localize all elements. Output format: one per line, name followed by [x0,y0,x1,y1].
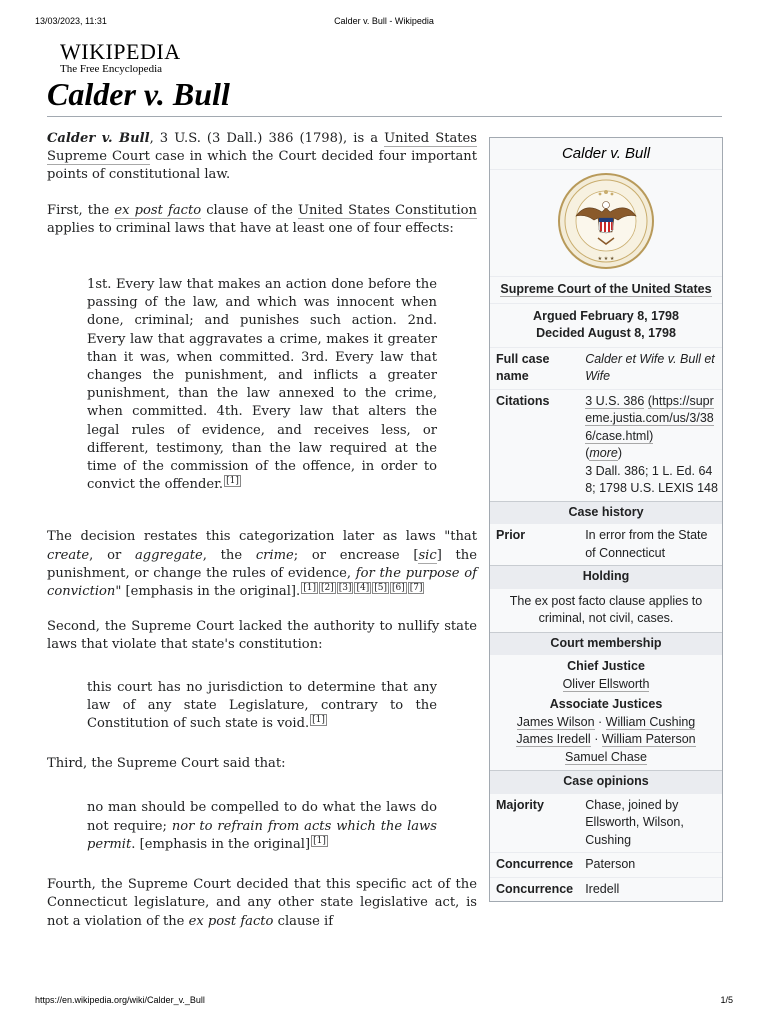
link-ex-post-facto[interactable]: ex post facto [114,202,202,218]
justice-link[interactable]: William Paterson [601,732,696,746]
citations-value [585,393,722,498]
ref-link[interactable]: [1] [313,835,326,846]
restate-text: , the [202,547,256,563]
ref-link[interactable]: [1] [226,475,239,486]
infobox [489,137,723,902]
infobox-court [490,276,722,303]
wikipedia-logo[interactable] [60,40,181,75]
seal-graphic [554,172,658,270]
holding-text: The ex post facto clause applies to criminal, not civil, cases. [490,588,722,632]
restate-italic: create [47,547,90,563]
supreme-court-seal-icon[interactable] [490,169,722,276]
court-membership [490,654,722,770]
restate-text: ; or encrease [ [293,547,419,563]
concurrence-label: Concurrence [496,857,574,871]
fourth-text-end: clause if [273,913,334,929]
row-concurrence-2 [490,877,722,902]
citations-paren: ( [585,446,590,460]
section-case-opinions: Case opinions [490,770,722,793]
restate-italic: aggregate [134,547,203,563]
row-prior [490,523,722,565]
intro-text: , 3 U.S. (3 Dall.) 386 (1798), is a [149,131,385,146]
ref-link[interactable]: [5] [374,582,387,593]
quote-jurisdiction-text: this court has no jurisdiction to determine that any law of any state Legislature, contrary to the Constitution of such state is void. [87,679,437,732]
infobox-dates [490,303,722,347]
justice-link[interactable]: James Wilson [516,714,595,729]
section-court-membership: Court membership [490,632,722,655]
restate-paragraph [47,528,477,601]
third-paragraph: Third, the Supreme Court said that: [47,756,286,772]
restate-italic: for the purpose of conviction [47,565,477,600]
quote-compelled-text-end: . [emphasis in the original] [131,836,311,852]
citations-more-link[interactable]: more [589,446,618,460]
print-url: https://en.wikipedia.org/wiki/Calder_v._Bull [35,995,205,1005]
second-paragraph: Second, the Supreme Court lacked the authority to nullify state laws that violate that state's constitution: [47,619,477,653]
first-text: First, the [47,202,115,218]
citations-label: Citations [496,393,550,408]
full-case-name-label: Full case name [496,351,550,383]
restate-text: " [emphasis in the original]. [115,584,301,600]
article-body [47,130,477,948]
link-supreme-court[interactable]: United States Supreme Court [47,131,477,165]
link-us-constitution[interactable]: United States Constitution [297,202,477,218]
majority-label: Majority [496,797,544,812]
sic-link[interactable]: sic [418,547,437,563]
intro-bold-title: Calder v. Bull [47,131,150,146]
row-full-case-name [490,347,722,389]
quote-four-effects-text: 1st. Every law that makes an action done before the passing of the law, and which was innocent when done, criminal; and punishes such action. 2nd. Every law that aggravates a crime, makes it greater than it was, when committed. 3rd. Every law that changes the punishment, and inflicts a greater punishment, than the law annexed to the crime, when committed. 4th. Every law that alters the legal rules of evidence, and receives less, or different, testimony, than the law required at the time of the commission of the offence, in order to convict the offender. [87,277,437,493]
justice-link[interactable]: William Cushing [605,714,696,729]
first-paragraph [47,202,477,238]
citation-us-link[interactable]: 3 U.S. 386 [585,393,645,408]
svg-text:★ ★ ★: ★ ★ ★ [597,256,615,262]
restate-text: The decision restates this categorization later as laws "that [47,529,477,545]
fourth-italic: ex post facto [188,913,274,929]
chief-justice-link[interactable]: Oliver Ellsworth [562,676,650,691]
infobox-title: Calder v. Bull [561,145,651,162]
justice-link[interactable]: James Iredell [516,732,591,746]
ref-link[interactable]: [1] [303,582,316,593]
row-citations [490,389,722,501]
restate-text: ] the punishment, or change the rules of evidence, [47,547,477,581]
print-datetime: 13/03/2023, 11:31 [35,16,107,26]
intro-text-end: case in which the Court decided four important points of constitutional law. [47,149,477,183]
majority-value: Chase, joined by Ellsworth, Wilson, Cushing [585,797,684,847]
ref-link[interactable]: [6] [391,582,405,593]
quote-compelled [47,799,437,854]
quote-jurisdiction [47,679,437,734]
restate-italic: crime [255,547,294,563]
first-text-mid: clause of the [201,202,298,218]
separator: · [590,732,602,746]
fourth-text: Fourth, the Supreme Court decided that this specific act of the Connecticut legislature, and any other state legislative act, is not a violation of the [47,877,477,929]
restate-text: , or [89,547,135,563]
quote-four-effects [47,276,437,494]
ref-link[interactable]: [4] [356,582,370,593]
full-case-name-value: Calder et Wife v. Bull et Wife [585,351,715,383]
argued-date: Argued February 8, 1798 [533,308,679,323]
ref-link[interactable]: [2] [320,582,334,593]
ref-link[interactable]: [1] [312,714,325,725]
quote-compelled-text: no man should be compelled to do what the laws do not require; [87,800,437,834]
print-page-number: 1/5 [720,995,733,1005]
court-link[interactable]: Supreme Court of the United States [500,282,712,296]
intro-paragraph [47,130,477,185]
citations-rest: 3 Dall. 386; 1 L. Ed. 648; 1798 U.S. LEXIS 148 [585,463,718,495]
logo-tagline: The Free Encyclopedia [60,63,163,75]
section-case-history: Case history [490,501,722,524]
first-text-end: applies to criminal laws that have at least one of four effects: [47,220,454,236]
print-tab-title: Calder v. Bull - Wikipedia [334,16,434,26]
decided-date: Decided August 8, 1798 [536,326,676,340]
ref-link[interactable]: [3] [338,582,352,593]
page-title: Calder v. Bull [47,74,722,117]
separator: · [594,714,606,729]
logo-wordmark: WIKIPEDIA [60,39,181,64]
chief-justice-label: Chief Justice [567,659,645,673]
concurrence-value: Paterson [585,857,636,871]
associate-justices-label: Associate Justices [549,697,663,711]
citations-paren: ) [617,446,623,460]
row-concurrence-1 [490,852,722,877]
quote-compelled-italic: nor to refrain from acts which the laws permit [87,818,437,852]
fourth-paragraph [47,876,477,931]
row-majority [490,793,722,853]
ref-link[interactable]: [7] [409,582,423,593]
citation-url-link[interactable]: (https://supreme.justia.com/us/3/386/case.html) [585,393,714,443]
justice-link[interactable]: Samuel Chase [565,749,647,764]
section-holding: Holding [490,565,722,588]
prior-value: In error from the State of Connecticut [585,528,708,560]
prior-label: Prior [496,528,526,542]
concurrence-label: Concurrence [496,881,574,896]
concurrence-value: Iredell [585,881,620,896]
